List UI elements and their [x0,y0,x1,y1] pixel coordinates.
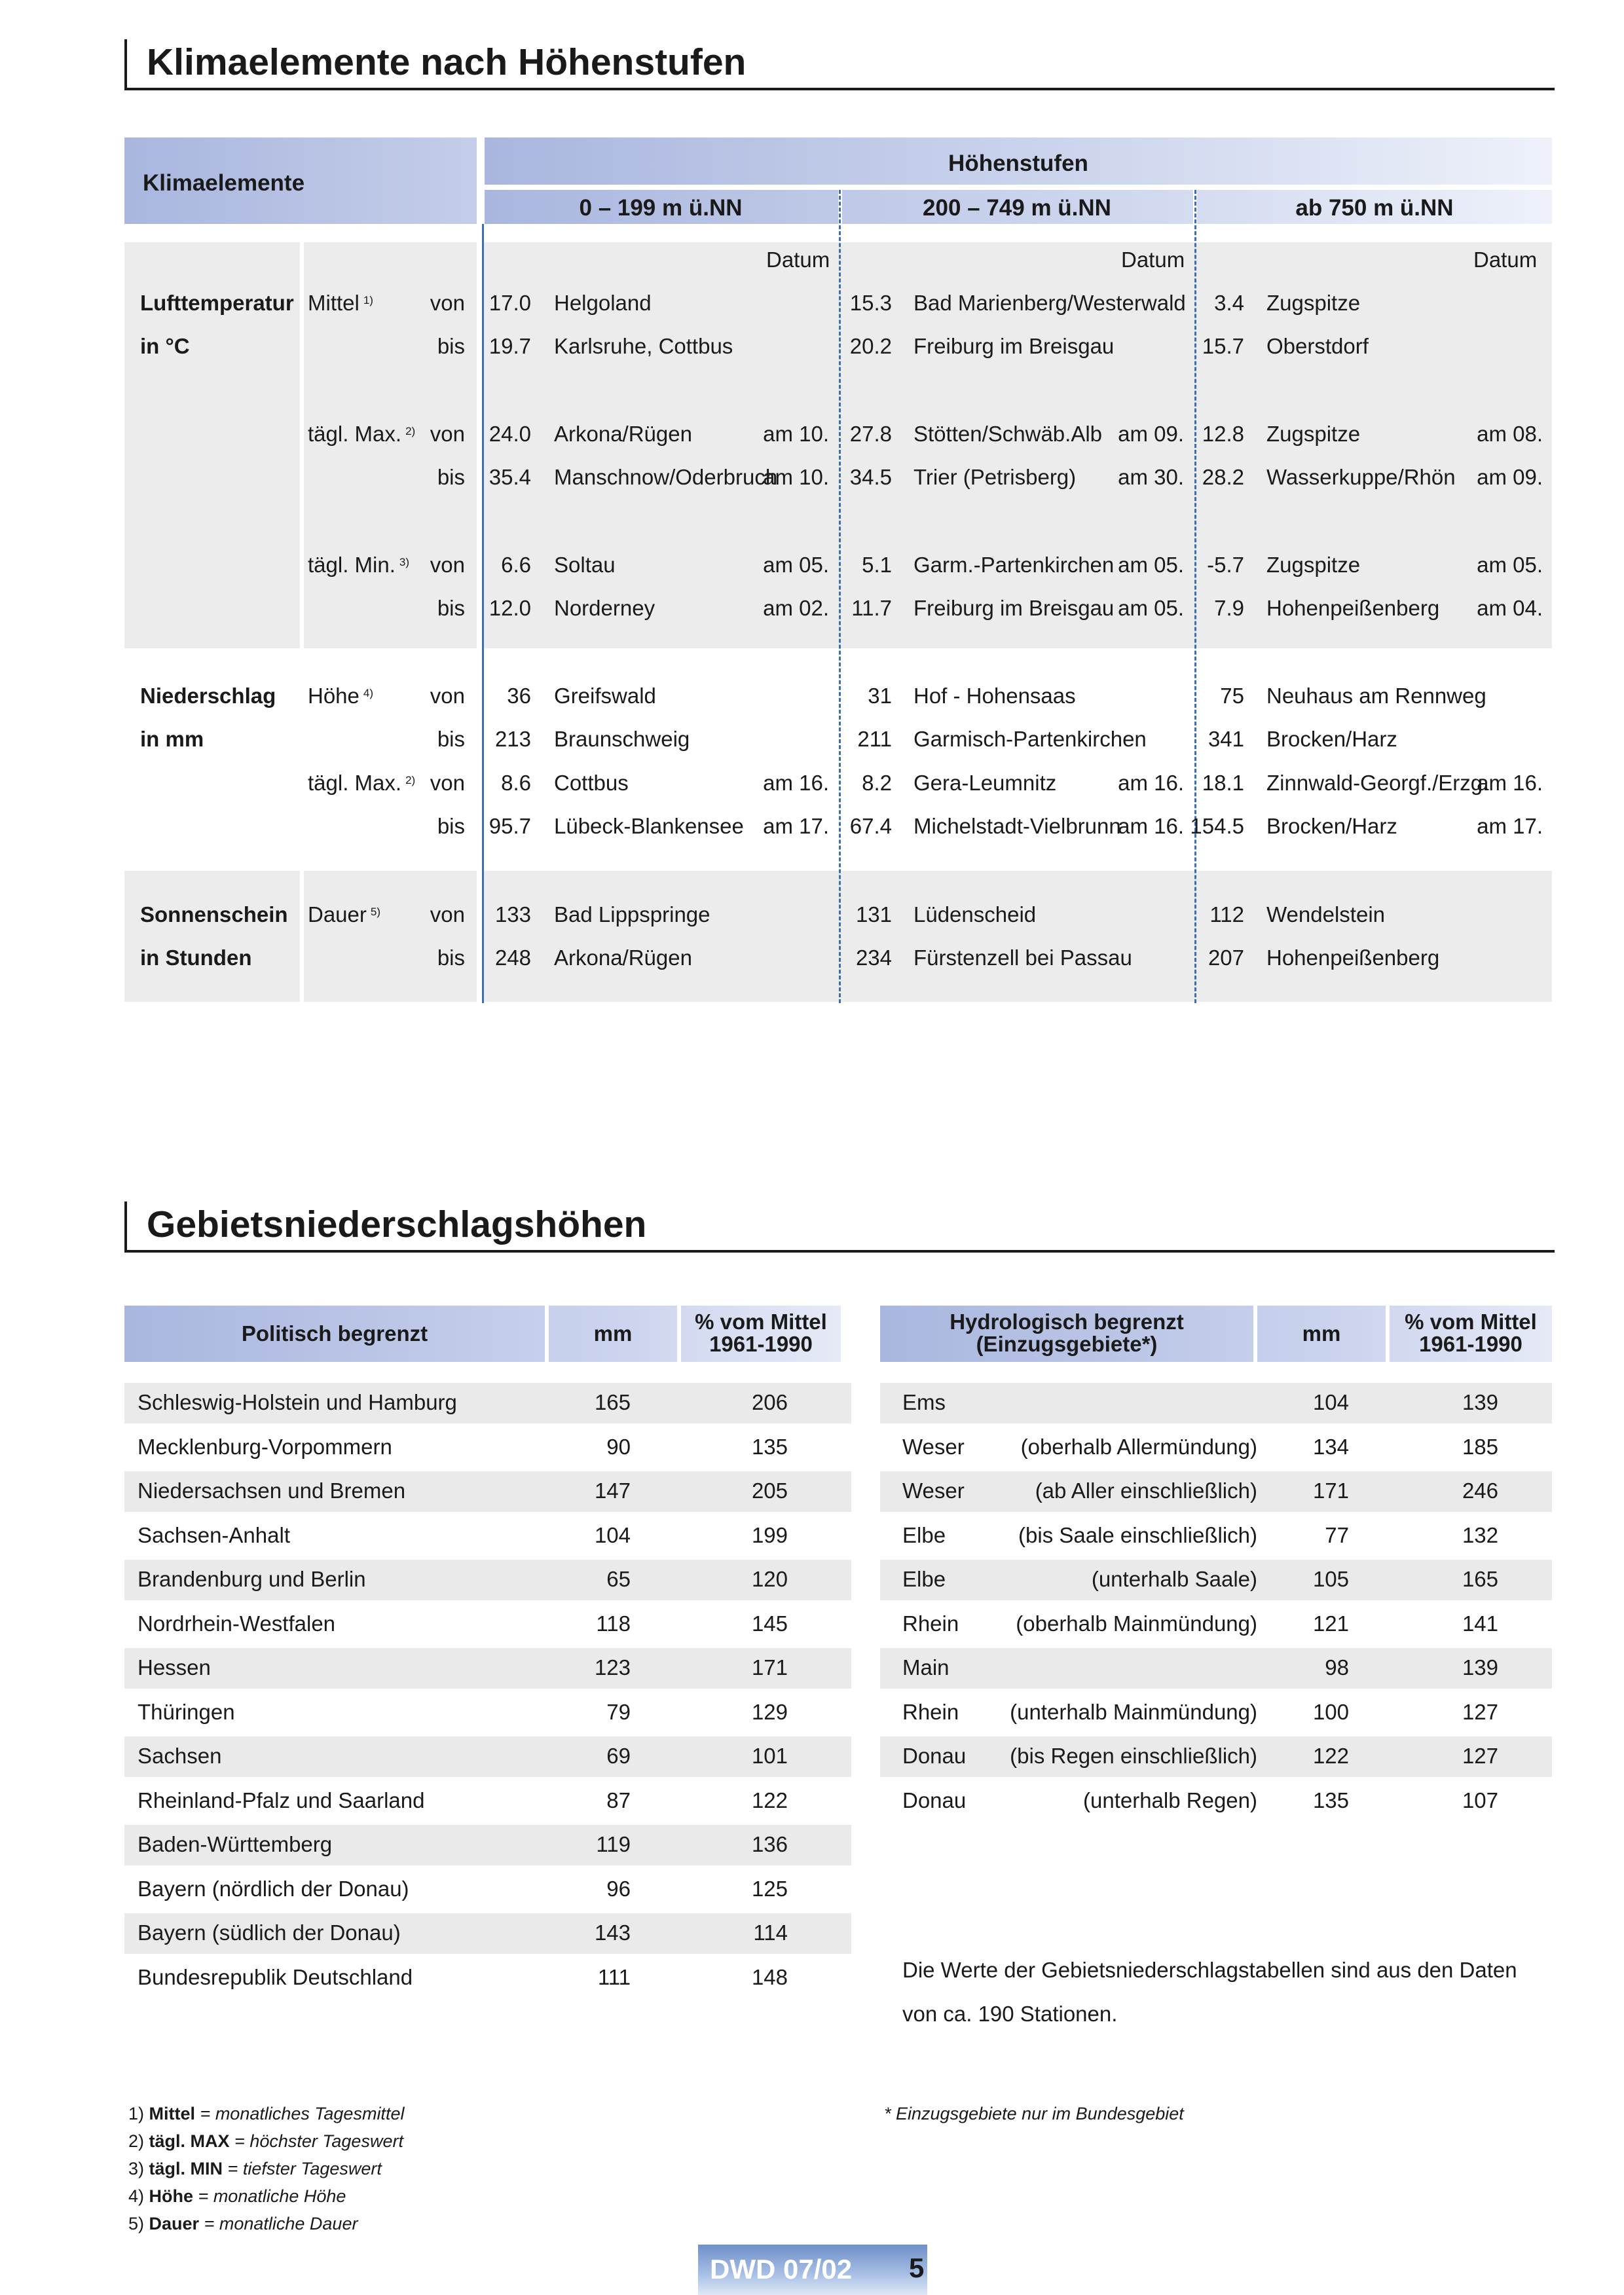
hydro-section: (oberhalb Allermündung) [1020,1434,1257,1459]
section-title-gebiet: Gebietsniederschlagshöhen [147,1203,647,1245]
politisch-mm: 143 [594,1920,631,1945]
zone1-station: Arkona/Rügen [554,946,692,970]
footnote-text: monatliche Dauer [219,2214,358,2233]
footnote-text: monatliches Tagesmittel [215,2104,405,2123]
von-label: von [430,553,465,577]
politisch-region: Bayern (nördlich der Donau) [138,1876,409,1901]
politisch-header [124,1306,841,1362]
zone1-date: am 16. [763,771,829,795]
footnote-4: 4) Höhe = monatliche Höhe [128,2186,346,2206]
politisch-mm: 87 [606,1788,631,1812]
zone2-station: Hof - Hohensaas [913,684,1076,708]
zone1-station: Arkona/Rügen [554,422,692,446]
zone2-value: 67.4 [849,814,892,838]
hydro-river: Rhein [902,1699,959,1724]
footnote-number: 3) [128,2159,145,2178]
hydro-river: Ems [902,1390,946,1414]
page-badge [698,2245,927,2295]
footnote-ref: 4) [363,687,374,699]
zone3-station: Zugspitze [1266,553,1361,577]
politisch-mm: 119 [596,1832,631,1856]
zone3-value: 154.5 [1190,814,1244,838]
politisch-mm: 118 [596,1611,631,1636]
hydro-section: (unterhalb Regen) [1083,1788,1257,1812]
hydro-mm: 98 [1325,1655,1349,1680]
footnote-ref: 1) [363,294,373,306]
politisch-percent: 135 [751,1434,788,1459]
badge-label: DWD 07/02 [710,2254,853,2285]
zone1-value: 6.6 [501,553,531,577]
sublabel-text: Höhe [308,684,360,708]
zone3-value: 15.7 [1202,334,1244,358]
politisch-percent: 120 [751,1567,788,1591]
footnote-number: 5) [128,2214,145,2233]
hydro-mm: 77 [1325,1522,1349,1547]
von-label: von [430,771,465,795]
datum-label: Datum [1473,248,1538,272]
zone2-station: Fürstenzell bei Passau [913,946,1132,970]
zone2-value: 11.7 [851,596,892,620]
footnote-key: Dauer [149,2214,200,2233]
zone2-value: 15.3 [849,291,892,315]
zone3-value: 341 [1208,727,1244,751]
zone1-date: am 10. [763,422,829,446]
zone3-date: am 04. [1477,596,1543,620]
table-row-bg [880,1648,1552,1689]
hydro-river: Weser [902,1434,965,1459]
page-number: 5 [909,2252,925,2283]
datum-label: Datum [766,248,830,272]
hydro-percent: 246 [1462,1478,1498,1503]
footnote-text: höchster Tageswert [249,2131,403,2151]
politisch-region: Schleswig-Holstein und Hamburg [138,1390,457,1414]
sublabel-text: Mittel [308,291,360,315]
header-hoehenstufen: Höhenstufen [948,151,1088,176]
hydro-percent: 132 [1462,1522,1498,1547]
hydro-river: Weser [902,1478,965,1503]
zone3-station: Oberstdorf [1266,334,1369,358]
zone3-value: 75 [1220,684,1244,708]
header-percent-line2: 1961-1990 [709,1332,813,1356]
zone2-value: 31 [868,684,892,708]
band-separator [477,871,482,1002]
zone1-date: am 02. [763,596,829,620]
header-percent-line1: % vom Mittel [695,1310,827,1334]
zone2-station: Trier (Petrisberg) [913,465,1077,489]
band-separator [300,242,304,648]
hydro-section: (bis Regen einschließlich) [1010,1744,1257,1768]
datum-label: Datum [1121,248,1185,272]
politisch-region: Thüringen [138,1699,235,1724]
band-sonnenschein [124,871,1552,1002]
von-label: von [430,291,465,315]
group-lufttemperatur: Lufttemperatur [140,291,294,315]
zone2-date: am 05. [1118,596,1184,620]
zone3-value: 7.9 [1214,596,1244,620]
header-hydro-line1: Hydrologisch begrenzt [950,1310,1184,1334]
zone2-station: Freiburg im Breisgau [913,334,1115,358]
header-percent-line2: 1961-1990 [1419,1332,1522,1356]
zone1-station: Soltau [554,553,616,577]
footnote-ref: 2) [405,425,416,437]
politisch-mm: 90 [606,1434,631,1459]
politisch-region: Niedersachsen und Bremen [138,1478,406,1503]
zone1-value: 35.4 [489,465,531,489]
hydro-mm: 122 [1312,1744,1349,1768]
zone2-value: 5.1 [862,553,892,577]
zone1-value: 213 [494,727,531,751]
politisch-mm: 96 [606,1876,631,1901]
politisch-percent: 206 [751,1390,788,1414]
hydro-percent: 139 [1462,1655,1498,1680]
politisch-region: Bundesrepublik Deutschland [138,1964,413,1989]
header-hydrologisch [880,1311,1253,1355]
zone1-value: 36 [507,684,531,708]
header-percent [681,1311,841,1355]
zone-divider-dashed [839,190,841,1003]
hydro-percent: 127 [1462,1699,1498,1724]
hydro-section: (unterhalb Mainmündung) [1010,1699,1257,1724]
bis-label: bis [437,946,465,970]
bis-label: bis [437,814,465,838]
von-label: von [430,902,465,927]
header-klimaelemente: Klimaelemente [143,170,305,196]
group-lufttemperatur-unit: in °C [140,334,190,358]
zone2-station: Garm.-Partenkirchen [913,553,1115,577]
hydro-percent: 127 [1462,1744,1498,1768]
zone-divider-solid [482,224,484,1003]
zone1-value: 12.0 [489,596,531,620]
politisch-region: Nordrhein-Westfalen [138,1611,336,1636]
zone3-station: Neuhaus am Rennweg [1266,684,1486,708]
bis-label: bis [437,465,465,489]
zone2-station: Lüdenscheid [913,902,1037,927]
group-niederschlag-unit: in mm [140,727,204,751]
hydro-mm: 171 [1312,1478,1349,1503]
band-separator [300,871,304,1002]
zone3-date: am 08. [1477,422,1543,446]
zone1-value: 24.0 [489,422,531,446]
zone2-station: Michelstadt-Vielbrunn [913,814,1121,838]
sublabel-text: tägl. Max. [308,771,402,795]
zone3-date: am 05. [1477,553,1543,577]
hydro-percent: 141 [1462,1611,1498,1636]
zone2-station: Gera-Leumnitz [913,771,1057,795]
politisch-region: Sachsen-Anhalt [138,1522,290,1547]
zone3-value: 3.4 [1214,291,1244,315]
politisch-percent: 148 [751,1964,788,1989]
zone3-value: 28.2 [1202,465,1244,489]
politisch-region: Baden-Württemberg [138,1832,333,1856]
sublabel-text: tägl. Max. [308,422,402,446]
bis-label: bis [437,334,465,358]
zone-divider-dashed [1194,190,1196,1003]
politisch-percent: 171 [751,1655,788,1680]
table-row-bg [880,1383,1552,1423]
zone2-station: Freiburg im Breisgau [913,596,1115,620]
header-hydro-line2: (Einzugsgebiete*) [976,1332,1158,1356]
footnote-key: tägl. MAX [149,2131,230,2151]
zone1-value: 17.0 [489,291,531,315]
footnote-text: monatliche Höhe [213,2186,346,2206]
politisch-region: Bayern (südlich der Donau) [138,1920,401,1945]
hydro-mm: 100 [1312,1699,1349,1724]
group-sonnenschein: Sonnenschein [140,902,288,927]
zone2-value: 8.2 [862,771,892,795]
zone3-date: am 17. [1477,814,1543,838]
header-cell-klimaelemente [124,138,477,224]
politisch-percent: 145 [751,1611,788,1636]
hydro-mm: 135 [1312,1788,1349,1812]
politisch-region: Sachsen [138,1744,222,1768]
politisch-mm: 65 [606,1567,631,1591]
politisch-region: Rheinland-Pfalz und Saarland [138,1788,425,1812]
footnote-key: Höhe [149,2186,194,2206]
zone3-station: Brocken/Harz [1266,727,1397,751]
hydro-mm: 121 [1312,1611,1349,1636]
politisch-mm: 147 [594,1478,631,1503]
zone2-station: Bad Marienberg/Westerwald [913,291,1186,315]
zone2-value: 20.2 [849,334,892,358]
politisch-mm: 165 [594,1390,631,1414]
zone1-date: am 17. [763,814,829,838]
zone2-station: Stötten/Schwäb.Alb [913,422,1103,446]
zone2-station: Garmisch-Partenkirchen [913,727,1147,751]
politisch-percent: 101 [751,1744,788,1768]
footnote-1: 1) Mittel = monatliches Tagesmittel [128,2104,405,2123]
zone3-value: 18.1 [1202,771,1244,795]
header-zone-3: ab 750 m ü.NN [1295,195,1454,221]
hydro-section: (unterhalb Saale) [1091,1567,1257,1591]
zone2-value: 211 [857,727,892,751]
zone3-value: -5.7 [1207,553,1244,577]
zone3-value: 112 [1209,902,1244,927]
hydro-percent: 107 [1462,1788,1498,1812]
hydro-percent: 165 [1462,1567,1498,1591]
politisch-percent: 129 [751,1699,788,1724]
hydro-river: Elbe [902,1567,946,1591]
sublabel-tmax [308,421,415,447]
politisch-mm: 79 [606,1699,631,1724]
hydro-mm: 134 [1312,1434,1349,1459]
table-row-bg [124,1736,851,1777]
note-line-1: Die Werte der Gebietsniederschlagstabellen sind aus den Daten [902,1958,1517,1982]
zone1-date: am 05. [763,553,829,577]
zone2-date: am 09. [1118,422,1184,446]
zone3-station: Wasserkuppe/Rhön [1266,465,1456,489]
zone1-value: 8.6 [501,771,531,795]
zone3-station: Zugspitze [1266,422,1361,446]
zone2-date: am 30. [1118,465,1184,489]
zone1-station: Helgoland [554,291,652,315]
header-mm: mm [1302,1321,1341,1346]
sublabel-tmin [308,552,409,578]
header-zone-2: 200 – 749 m ü.NN [923,195,1111,221]
zone2-value: 234 [855,946,892,970]
header-cell-hoehenstufen [485,138,1552,185]
zone3-date: am 09. [1477,465,1543,489]
politisch-region: Brandenburg und Berlin [138,1567,366,1591]
bis-label: bis [437,727,465,751]
zone3-station: Zinnwald-Georgf./Erzg. [1266,771,1489,795]
hydro-river: Elbe [902,1522,946,1547]
footnote-ref: 2) [405,774,416,786]
group-niederschlag: Niederschlag [140,684,276,708]
zone3-station: Brocken/Harz [1266,814,1397,838]
zone3-date: am 16. [1477,771,1543,795]
hydro-river: Main [902,1655,950,1680]
hydro-section: (bis Saale einschließlich) [1018,1522,1257,1547]
footnote-key: Mittel [149,2104,196,2123]
footnote-ref: 3) [399,556,410,568]
hydro-river: Rhein [902,1611,959,1636]
hydro-river: Donau [902,1788,967,1812]
politisch-mm: 104 [594,1522,631,1547]
zone2-date: am 16. [1118,814,1184,838]
sublabel-dauer [308,902,380,928]
politisch-mm: 123 [594,1655,631,1680]
zone1-station: Greifswald [554,684,656,708]
footnote-5: 5) Dauer = monatliche Dauer [128,2214,358,2233]
section-heading-gebiet [124,1202,1555,1253]
zone1-station: Braunschweig [554,727,690,751]
politisch-mm: 111 [597,1964,631,1989]
header-politisch: Politisch begrenzt [241,1321,428,1346]
von-label: von [430,422,465,446]
zone3-station: Hohenpeißenberg [1266,596,1440,620]
hydro-header [880,1306,1552,1362]
footnote-3: 3) tägl. MIN = tiefster Tageswert [128,2159,382,2178]
hydro-section: (ab Aller einschließlich) [1035,1478,1257,1503]
politisch-percent: 122 [751,1788,788,1812]
zone1-value: 248 [494,946,531,970]
header-mm: mm [593,1321,633,1346]
footnote-number: 4) [128,2186,145,2206]
zone3-value: 207 [1208,946,1244,970]
hydro-percent: 139 [1462,1390,1498,1414]
zone2-date: am 05. [1118,553,1184,577]
politisch-mm: 69 [606,1744,631,1768]
footnote-2: 2) tägl. MAX = höchster Tageswert [128,2131,403,2151]
header-zone-1: 0 – 199 m ü.NN [579,195,743,221]
politisch-region: Mecklenburg-Vorpommern [138,1434,392,1459]
footnote-ref: 5) [370,906,381,918]
politisch-percent: 136 [751,1832,788,1856]
zone2-value: 27.8 [849,422,892,446]
section-title-klima: Klimaelemente nach Höhenstufen [147,41,747,83]
von-label: von [430,684,465,708]
zone1-value: 133 [494,902,531,927]
zone2-value: 34.5 [849,465,892,489]
zone1-station: Lübeck-Blankensee [554,814,744,838]
footnote-number: 1) [128,2104,145,2123]
header-zones [485,190,1552,224]
footnote-star: * Einzugsgebiete nur im Bundesgebiet [884,2104,1184,2123]
zone1-station: Cottbus [554,771,629,795]
footnote-text: tiefster Tageswert [242,2159,382,2178]
politisch-region: Hessen [138,1655,211,1680]
hydro-mm: 105 [1312,1567,1349,1591]
sublabel-text: tägl. Min. [308,553,396,577]
zone3-station: Wendelstein [1266,902,1386,927]
group-sonnenschein-unit: in Stunden [140,946,252,970]
bis-label: bis [437,596,465,620]
politisch-percent: 114 [753,1920,788,1945]
hydro-river: Donau [902,1744,967,1768]
sublabel-hoehe [308,683,373,709]
hydro-section: (oberhalb Mainmündung) [1016,1611,1257,1636]
zone3-station: Hohenpeißenberg [1266,946,1440,970]
zone1-value: 19.7 [489,334,531,358]
zone1-station: Manschnow/Oderbruch [554,465,778,489]
footnote-key: tägl. MIN [149,2159,223,2178]
politisch-percent: 125 [751,1876,788,1901]
band-separator [477,242,482,648]
sublabel-tmax-ns [308,770,415,796]
zone3-value: 12.8 [1202,422,1244,446]
hydro-mm: 104 [1312,1390,1349,1414]
politisch-percent: 205 [751,1478,788,1503]
zone3-station: Zugspitze [1266,291,1361,315]
politisch-percent: 199 [751,1522,788,1547]
sublabel-mittel [308,290,373,316]
note-line-2: von ca. 190 Stationen. [902,2002,1118,2026]
section-heading-klima [124,39,1555,90]
zone1-value: 95.7 [489,814,531,838]
header-percent [1390,1311,1552,1355]
hydro-percent: 185 [1462,1434,1498,1459]
sublabel-text: Dauer [308,902,367,927]
header-percent-line1: % vom Mittel [1405,1310,1537,1334]
zone1-station: Bad Lippspringe [554,902,710,927]
zone1-station: Norderney [554,596,655,620]
zone1-date: am 10. [763,465,829,489]
zone2-date: am 16. [1118,771,1184,795]
table-row-bg [124,1648,851,1689]
zone2-value: 131 [855,902,892,927]
zone1-station: Karlsruhe, Cottbus [554,334,733,358]
footnote-number: 2) [128,2131,145,2151]
